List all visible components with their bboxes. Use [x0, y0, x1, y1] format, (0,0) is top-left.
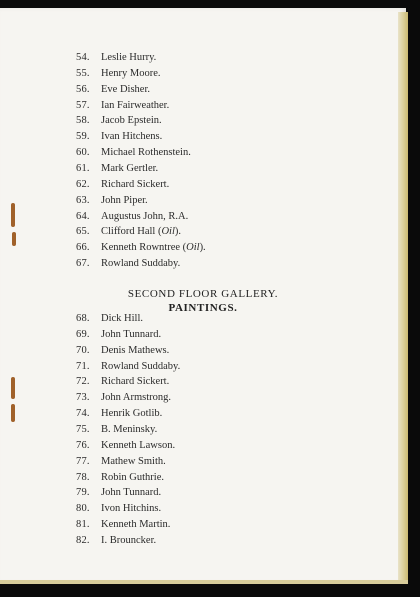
artist-name: Dick Hill. [101, 313, 143, 324]
catalogue-entry [76, 423, 157, 437]
entry-number: 68. [76, 313, 90, 324]
entry-number: 65. [76, 226, 90, 238]
artist-name: Kenneth Lawson. [101, 439, 176, 451]
artist-name: Augustus John, R.A. [101, 210, 189, 222]
artist-name: John Tunnard. [101, 328, 162, 340]
catalogue-entry [76, 455, 166, 469]
binding-stain [11, 203, 15, 227]
entry-number: 60. [76, 147, 90, 159]
artist-name: Ivon Hitchins. [101, 503, 162, 515]
artist-name: Denis Mathews. [101, 344, 170, 356]
entry-number: 71. [76, 360, 90, 372]
artist-name: Mark Gertler. [101, 162, 159, 174]
entry-number: 63. [76, 194, 90, 206]
artist-name: Robin Guthrie. [101, 471, 164, 483]
artist-name: Clifford Hall ( [101, 226, 162, 238]
artwork-medium: Oil [186, 242, 200, 254]
catalogue-entry [76, 67, 160, 81]
artist-name: Mathew Smith. [101, 455, 166, 467]
artist-name: Michael Rothenstein. [101, 147, 191, 159]
catalogue-entry [76, 312, 143, 326]
artist-name: Richard Sickert. [101, 178, 170, 190]
catalogue-entry [76, 194, 148, 208]
binding-stain [12, 232, 16, 246]
entry-number: 55. [76, 67, 90, 79]
binding-stain [11, 377, 15, 399]
catalogue-entry [76, 375, 169, 389]
artist-name: John Piper. [101, 194, 148, 206]
category-heading: PAINTINGS. [168, 302, 238, 314]
artist-name: John Tunnard. [101, 487, 162, 499]
catalogue-entry [76, 344, 169, 358]
artist-name: Rowland Suddaby. [101, 258, 181, 270]
catalogue-entry [76, 471, 164, 485]
catalogue-entry [76, 328, 161, 342]
entry-number: 79. [76, 487, 90, 499]
artist-name: Eve Disher. [101, 83, 150, 95]
entry-punctuation: ). [174, 226, 182, 238]
artist-name: Jacob Epstein. [101, 115, 162, 127]
artist-name: Ivan Hitchens. [101, 131, 163, 143]
entry-number: 75. [76, 423, 90, 435]
artist-name: Kenneth Martin. [101, 519, 171, 531]
entry-number: 77. [76, 455, 90, 467]
entry-number: 58. [76, 115, 90, 127]
artist-name: Henry Moore. [101, 67, 161, 79]
catalogue-entry [76, 51, 156, 65]
entry-number: 73. [76, 392, 90, 404]
page-bottom-edge [0, 580, 408, 584]
artist-name: Rowland Suddaby. [101, 360, 181, 372]
entry-number: 81. [76, 519, 90, 531]
catalogue-entry [76, 178, 169, 192]
catalogue-entry [76, 502, 161, 516]
entry-number: 62. [76, 178, 90, 190]
catalogue-entry [76, 162, 158, 176]
catalogue-entry [76, 360, 180, 374]
entry-number: 82. [76, 534, 90, 546]
entry-punctuation: ). [199, 242, 206, 254]
catalogue-entry [76, 407, 162, 421]
artist-name: I. Brouncker. [101, 534, 157, 546]
entry-number: 70. [76, 344, 90, 356]
catalogue-entry [76, 518, 170, 532]
catalogue-entry [76, 210, 188, 224]
artist-name: Kenneth Rowntree ( [101, 242, 187, 254]
artist-name: John Armstrong. [101, 392, 172, 404]
artist-name: Leslie Hurry. [101, 52, 157, 63]
catalogue-entry [76, 83, 150, 97]
entry-number: 61. [76, 162, 90, 174]
entry-number: 76. [76, 439, 90, 451]
catalogue-entry [76, 99, 169, 113]
artist-name: Ian Fairweather. [101, 99, 170, 111]
artist-name: Richard Sickert. [101, 376, 170, 388]
catalogue-entry [76, 486, 161, 500]
catalogue-entry [76, 534, 156, 548]
catalogue-entry [76, 146, 191, 160]
catalogue-entry [76, 225, 181, 239]
entry-number: 72. [76, 376, 90, 388]
entry-number: 57. [76, 99, 90, 111]
catalogue-entry [76, 391, 171, 405]
catalogue-entry [76, 114, 162, 128]
entry-number: 78. [76, 471, 90, 483]
artist-name: Henrik Gotlib. [101, 408, 163, 420]
catalogue-entry [76, 257, 180, 271]
entry-number: 80. [76, 503, 90, 515]
entry-number: 64. [76, 210, 90, 222]
entry-number: 54. [76, 52, 90, 63]
section-heading: SECOND FLOOR GALLERY. [127, 288, 279, 300]
catalogue-entry [76, 241, 206, 255]
entry-number: 69. [76, 328, 90, 340]
entry-number: 74. [76, 408, 90, 420]
entry-number: 66. [76, 242, 90, 254]
entry-number: 59. [76, 131, 90, 143]
entry-number: 67. [76, 258, 90, 270]
binding-stain [11, 404, 15, 422]
catalogue-entry [76, 130, 162, 144]
catalogue-entry [76, 439, 175, 453]
artwork-medium: Oil [161, 226, 175, 238]
entry-number: 56. [76, 83, 90, 95]
artist-name: B. Meninsky. [101, 423, 158, 435]
